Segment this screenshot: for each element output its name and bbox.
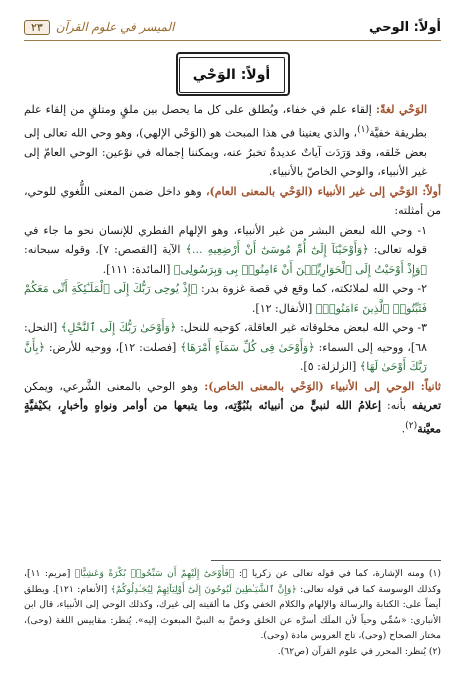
quran-verse: ﴿وَأَوْحَىٰ رَبُّكَ إِلَى ٱلنَّحْلِ﴾	[60, 321, 177, 335]
page-header	[24, 14, 441, 40]
paragraph-definition: الوَحْي لغةً: إلقاء علم في خفاء، ويُطلق على كل ما يحصل بين ملقٍ ومتلقٍ من إلقاء علم بطريقة خفيَّة$^{(١)}$، والذي يعنينا في هذا المبحث هو (الوَحْي الإلهي)، وهو وحي الله تعالى إلى بعض خَلقه، وقد وَرَدَت آياتٌ عديدةٌ تخبرُ عنه، ويمكننا إجماله في نوْعين: الوحي العامّ إلى غير الأنبياء، والوحي الخاصّ بالأنبياء.	[24, 103, 427, 179]
quran-verse: ﴿فَأَوْحَىٰٓ إِلَيْهِمْ أَن سَبِّحُوا۟ بُكْرَةً وَعَشِيًّا﴾	[74, 568, 235, 579]
title-box-text: أولاً: الوَحْي	[179, 57, 285, 93]
quran-verse: ﴿وَأَوْحَىٰ فِى كُلِّ سَمَآءٍ أَمْرَهَا﴾	[180, 340, 315, 354]
paragraph-prophetic-revelation: ثانياً: الوحي إلى الأنبياء (الوَحْي بالمعنى الخاص): وهو الوحي بالمعنى الشَّرعي، ويمكن تعريفه بأنه: إعلامُ الله لنبيٍّ من أنبيائه بنُبُوَّتِه، وما يتبعها من أوامر ونواهٍ وأخبارٍ، بكيْفيَّةٍ معيَّنة$^{(٢)}$.	[24, 379, 442, 436]
heading-prophetic-revelation: ثانياً: الوحي إلى الأنبياء (الوَحْي بالمعنى الخاص):	[204, 379, 441, 393]
footnote-1: (١) ومنه الإشارة، كما في قوله تعالى عن زكريا ﷺ: ﴿فَأَوْحَىٰٓ إِلَيْهِمْ أَن سَبِّحُوا۟ بُكْرَةً وَعَشِيًّا﴾ [مريم: ١١]، وكذلك الوسوسة كما في قوله تعالى: ﴿وَإِنَّ ٱلشَّيَـٰطِينَ لَيُوحُونَ إِلَىٰٓ أَوْلِيَآئِهِمْ لِيُجَـٰدِلُوكُمْ﴾ [الأنعام: ١٢١]. ويطلق أيضاً على: الكتابة والرسالة والإلهام والكلام الخفي وكل ما ألقيته إلى غيرك، وكذلك الوحي إلى الأنبياء، قال ابن الأنباري: «سُمِّي وحياً لأن الملَك أسرَّه عن الخلق وخصَّ به النبيَّ المبعوث إليه». يُنظر: مقاييس اللغة (وحى)، مختار الصحاح (وحى)، تاج العروس مادة (وحى).	[24, 568, 442, 641]
running-header	[24, 20, 174, 35]
header-divider	[24, 40, 441, 41]
paragraph-example-2: ٢- وحي الله لملائكته، كما وقع في قصة غزوة بدر: ﴿إِذْ يُوحِى رَبُّكَ إِلَى ٱلْمَلَـٰٓئِكَةِ أَنِّى مَعَكُمْ فَثَبِّتُوا۟ ٱلَّذِينَ ءَامَنُوا۟﴾ [الأنفال: ١٢].	[24, 282, 427, 315]
main-text	[24, 100, 441, 439]
quran-verse: ﴿وَإِذْ أَوْحَيْتُ إِلَى ٱلْحَوَارِيِّـۧنَ أَنْ ءَامِنُوا۟ بِى وَبِرَسُولِى﴾	[173, 262, 427, 276]
definition-statement: إعلامُ الله لنبيٍّ من أنبيائه بنُبُوَّتِه، وما يتبعها من أوامر ونواهٍ وأخبارٍ، بكيْفيَّةٍ معيَّنة	[24, 399, 441, 436]
footnote-2: (٢) يُنظر: المحرر في علوم القرآن (ص٦٢).	[277, 645, 441, 657]
footnote-divider	[211, 560, 441, 561]
heading-general-revelation: أولاً: الوَحْي إلى غير الأنبياء (الوَحْي بالمعنى العام)،	[205, 184, 442, 198]
paragraph-example-3: ٣- وحي الله لبعض مخلوقاته غير العاقلة، كوَحيه للنحل: ﴿وَأَوْحَىٰ رَبُّكَ إِلَى ٱلنَّحْلِ﴾ [النحل: ٦٨]، ووحيه إلى السماء: ﴿وَأَوْحَىٰ فِى كُلِّ سَمَآءٍ أَمْرَهَا﴾ [فصلت: ١٢]، ووحيه للأرض: ﴿بِأَنَّ رَبَّكَ أَوْحَىٰ لَهَا﴾ [الزلزلة: ٥].	[24, 321, 428, 374]
running-title: الميسر في علوم القرآن	[55, 20, 175, 34]
paragraph-general-revelation: أولاً: الوَحْي إلى غير الأنبياء (الوَحْي بالمعنى العام)، وهو داخل ضمن المعنى اللُّغوي للوحي، من أمثلته:	[24, 184, 442, 218]
quran-verse: ﴿وَإِنَّ ٱلشَّيَـٰطِينَ لَيُوحُونَ إِلَىٰٓ أَوْلِيَآئِهِمْ لِيُجَـٰدِلُوكُمْ﴾	[110, 583, 297, 595]
quran-verse: ﴿بِأَنَّ رَبَّكَ أَوْحَىٰ لَهَا﴾	[24, 340, 427, 374]
footnote-marker-2[interactable]: (٢)	[405, 419, 418, 431]
definition-lead: الوَحْي لغةً:	[375, 103, 427, 116]
section-title: أولاً: الوحي	[369, 19, 441, 35]
footnotes	[24, 566, 441, 659]
footnote-marker-1[interactable]: (١)	[357, 123, 370, 135]
page-number: ٢٣	[24, 20, 50, 35]
title-box	[176, 52, 290, 96]
paragraph-example-1: ١- وحي الله لبعض البشر من غير الأنبياء، وهو الإلهام الفطري للإنسان نحو ما جاء في قوله تعالى: ﴿وَأَوْحَيْنَآ إِلَىٰٓ أُمِّ مُوسَىٰٓ أَنْ أَرْضِعِيهِ ...﴾ الآية [القصص: ٧]. وقوله سبحانه: ﴿وَإِذْ أَوْحَيْتُ إِلَى ٱلْحَوَارِيِّـۧنَ أَنْ ءَامِنُوا۟ بِى وَبِرَسُولِى﴾ [المائدة: ١١١].	[24, 223, 427, 276]
quran-verse: ﴿إِذْ يُوحِى رَبُّكَ إِلَى ٱلْمَلَـٰٓئِكَةِ أَنِّى مَعَكُمْ فَثَبِّتُوا۟ ٱلَّذِينَ ءَامَنُوا۟﴾	[24, 282, 427, 315]
quran-verse: ﴿وَأَوْحَيْنَآ إِلَىٰٓ أُمِّ مُوسَىٰٓ أَنْ أَرْضِعِيهِ ...﴾	[185, 243, 369, 257]
